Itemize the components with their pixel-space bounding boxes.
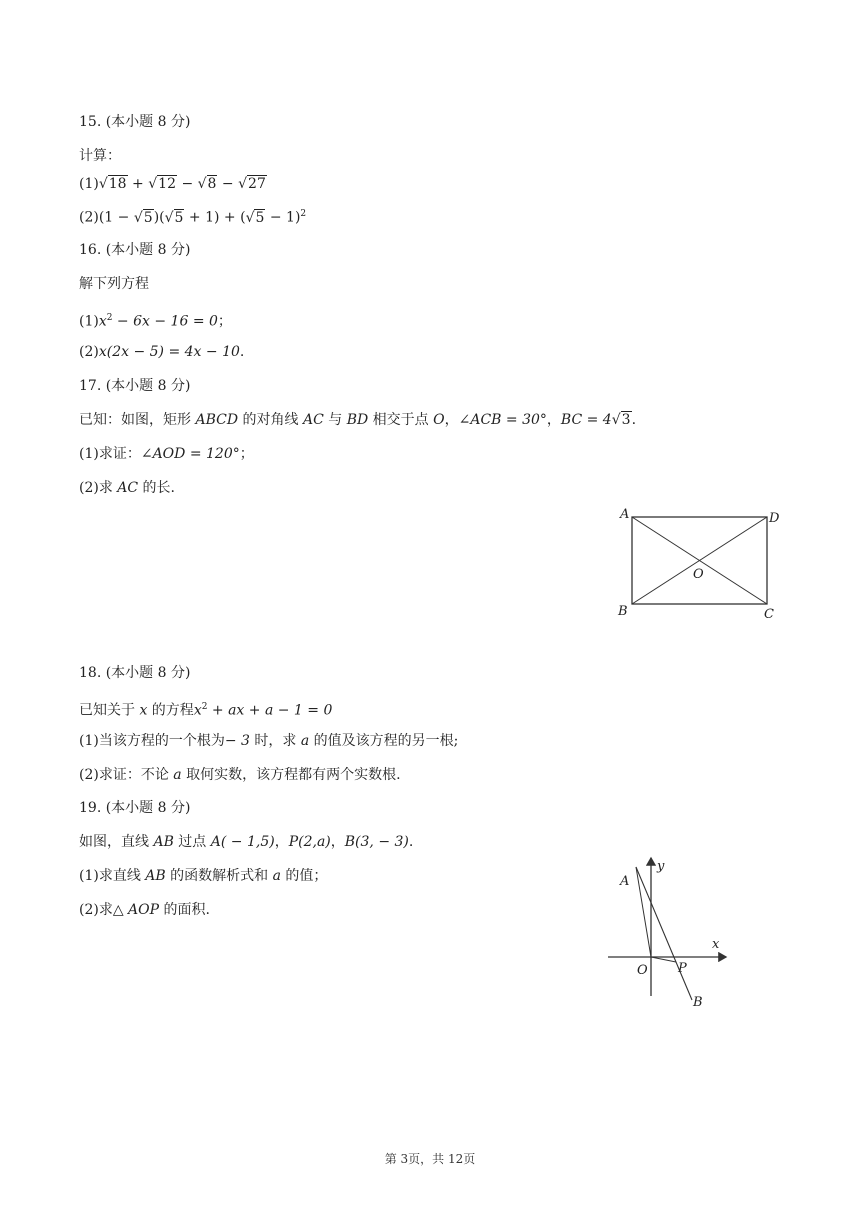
q19-header: 19. (本小题 8 分) [79,800,191,816]
page-footer: 第 3页，共 12页 [384,1152,476,1166]
q16-part2: (2)x(2x − 5) = 4x − 10. [79,344,245,360]
label-a: A [620,874,630,889]
label-y: y [657,859,665,874]
line-ab [636,867,692,1000]
coordinate-figure [600,850,740,1015]
q18-header: 18. (本小题 8 分) [79,665,191,681]
label-p: P [678,961,687,976]
radicand: 18 [108,176,127,192]
q16-header: 16. (本小题 8 分) [79,242,191,258]
q17-part2: (2)求 AC 的长. [79,480,176,496]
q17-part1: (1)求证：∠AOD = 120°； [79,446,254,462]
label-b: B [693,995,703,1010]
q17-given: 已知：如图，矩形 ABCD 的对角线 AC 与 BD 相交于点 O，∠ACB = 30°，BC = 4√3. [79,412,637,428]
q17-header: 17. (本小题 8 分) [79,378,191,394]
q16-prompt: 解下列方程 [79,276,149,292]
q15-part1: (1)√18 + √12 − √8 − √27 [79,176,266,192]
q15-header: 15. (本小题 8 分) [79,114,191,130]
q15-prompt: 计算： [79,148,121,164]
q18-given: 已知关于 x 的方程$x^2$ + ax + a − 1 = 0 [79,702,333,719]
label-x: x [712,937,720,952]
q16-part1: $(1)x^2 - 6x - 16 = 0$； [79,313,232,330]
q15-part2: $(2)(1 - √5)(√5 + 1) + (√5 - 1)^2$ [79,209,307,226]
q18-part1: (1)当该方程的一个根为− 3 时，求 a 的值及该方程的另一根; [79,733,459,749]
label-b: B [618,604,628,619]
label-o: O [693,567,704,582]
rectangle-figure [610,502,790,627]
q19-part1: (1)求直线 AB 的函数解析式和 a 的值； [79,868,328,884]
q18-part2: (2)求证：不论 a 取何实数，该方程都有两个实数根. [79,767,401,783]
label-c: C [764,607,774,622]
label-a: A [620,507,630,522]
label-d: D [769,511,780,526]
segment-op [651,957,676,962]
q19-given: 如图，直线 AB 过点 A( − 1,5)，P(2,a)，B(3, − 3). [79,834,414,850]
segment-ao [636,867,651,957]
q19-part2: (2)求△ AOP 的面积. [79,902,210,918]
label-o: O [637,963,648,978]
